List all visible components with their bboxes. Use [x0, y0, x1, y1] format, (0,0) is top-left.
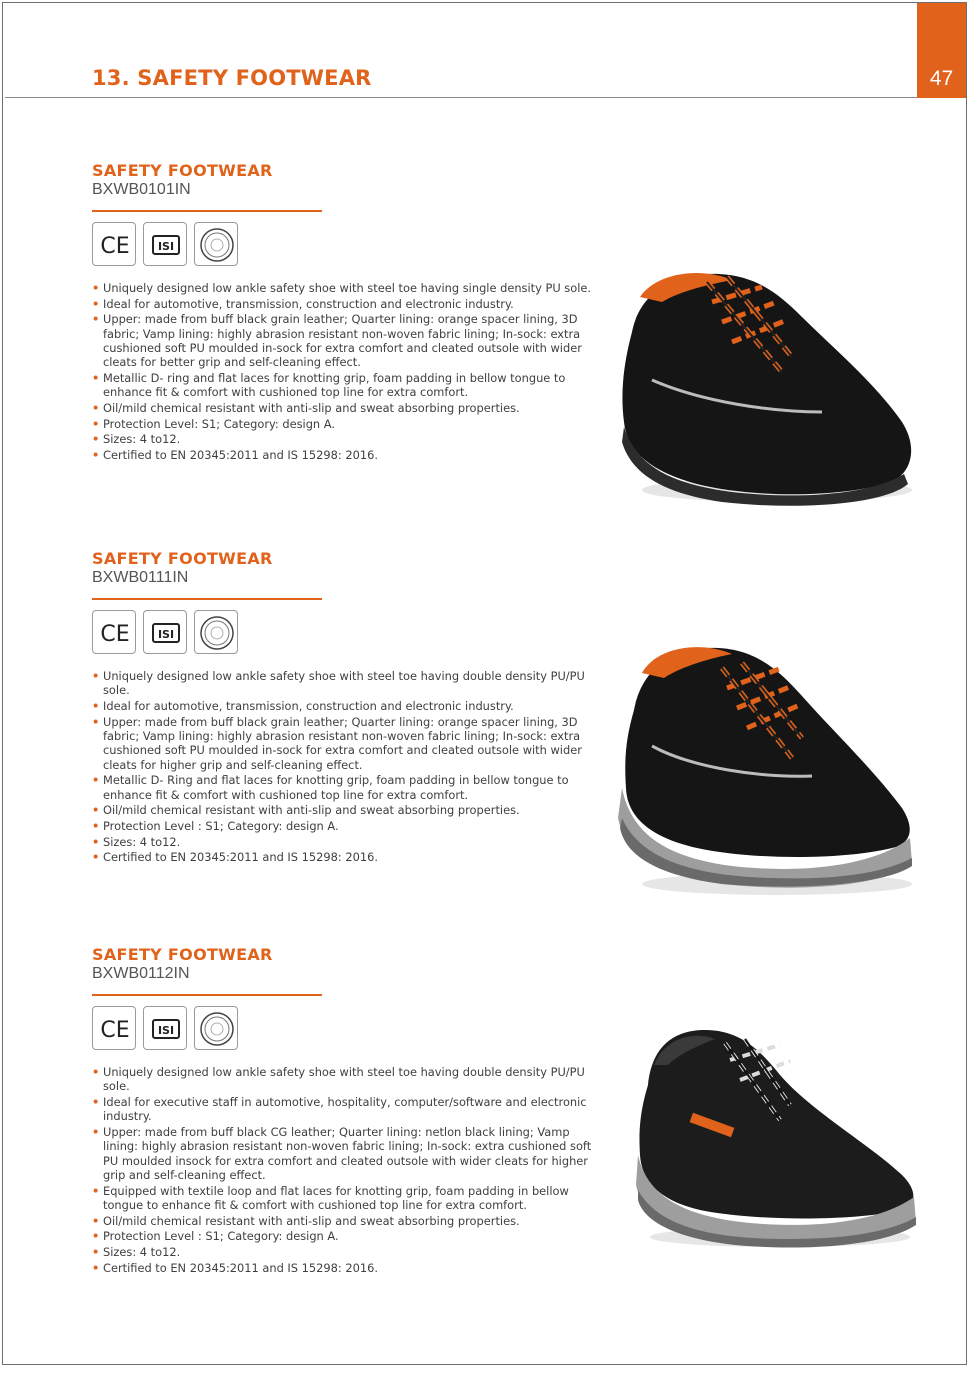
ce-mark-text: CE: [100, 234, 130, 259]
ce-mark-text: CE: [100, 622, 130, 647]
list-item: • Uniquely designed low ankle safety shoe with steel toe having single density PU sole.: [92, 281, 592, 295]
isi-mark-text: ISI: [157, 1024, 175, 1037]
page-number: 47: [929, 67, 954, 90]
header-divider: [5, 97, 917, 98]
chapter-title: 13. SAFETY FOOTWEAR: [92, 66, 372, 90]
list-item: • Protection Level: S1; Category: design A.: [92, 417, 592, 431]
list-item: • Oil/mild chemical resistant with anti-slip and sweat absorbing properties.: [92, 1214, 592, 1228]
list-item: • Ideal for automotive, transmission, construction and electronic industry.: [92, 699, 592, 713]
isi-mark-icon: [143, 610, 187, 654]
list-item: • Ideal for executive staff in automotive, hospitality, computer/software and electronic industry.: [92, 1095, 592, 1124]
list-item: • Sizes: 4 to12.: [92, 432, 592, 446]
product-code: BXWB0112IN: [92, 965, 190, 982]
certification-seal-icon: [194, 610, 238, 654]
list-item: • Uniquely designed low ankle safety shoe with steel toe having double density PU/PU sole.: [92, 1065, 592, 1094]
list-item: • Metallic D- Ring and flat laces for knotting grip, foam padding in bellow tongue to enhance fit & comfort with cushioned top line for extra comfort.: [92, 773, 592, 802]
feature-list: [92, 669, 592, 866]
product-code: BXWB0111IN: [92, 569, 189, 586]
shoe-image: [630, 1025, 922, 1250]
list-item: • Sizes: 4 to12.: [92, 835, 592, 849]
list-item: • Ideal for automotive, transmission, construction and electronic industry.: [92, 297, 592, 311]
product-title: SAFETY FOOTWEAR: [92, 549, 273, 568]
feature-list: [92, 1065, 592, 1276]
shoe-image: [612, 638, 922, 900]
ce-mark-icon: [92, 610, 136, 654]
list-item: • Upper: made from buff black CG leather; Quarter lining: netlon black lining; Vamp lining: highly abrasion resistant non-woven fabric lining; In-sock: extra cushioned soft PU moulded insock for extra comfort and cleated outsole with wider cleats for higher grip and self-cleaning effect.: [92, 1125, 592, 1183]
isi-mark-text: ISI: [157, 628, 175, 641]
section-underline: [92, 210, 322, 212]
isi-mark-icon: [143, 222, 187, 266]
list-item: • Equipped with textile loop and flat laces for knotting grip, foam padding in bellow tongue to enhance fit & comfort with cushioned top line for extra comfort.: [92, 1184, 592, 1213]
list-item: • Certified to EN 20345:2011 and IS 15298: 2016.: [92, 850, 592, 864]
ce-mark-icon: [92, 1006, 136, 1050]
list-item: • Oil/mild chemical resistant with anti-slip and sweat absorbing properties.: [92, 401, 592, 415]
section-underline: [92, 994, 322, 996]
feature-list: [92, 281, 592, 463]
product-title: SAFETY FOOTWEAR: [92, 161, 273, 180]
list-item: • Oil/mild chemical resistant with anti-slip and sweat absorbing properties.: [92, 803, 592, 817]
list-item: • Uniquely designed low ankle safety shoe with steel toe having double density PU/PU sole.: [92, 669, 592, 698]
certification-seal-icon: [194, 1006, 238, 1050]
page-number-tab: [917, 3, 966, 98]
list-item: • Upper: made from buff black grain leather; Quarter lining: orange spacer lining, 3D fabric; Vamp lining: highly abrasion resistant non-woven fabric lining; In-sock: extra cushioned soft PU moulded in-sock for extra comfort and cleated outsole with wider cleats for higher grip and self-cleaning effect.: [92, 715, 592, 773]
list-item: • Certified to EN 20345:2011 and IS 15298: 2016.: [92, 448, 592, 462]
ce-mark-text: CE: [100, 1018, 130, 1043]
isi-mark-text: ISI: [157, 240, 175, 253]
product-code: BXWB0101IN: [92, 181, 191, 198]
shoe-image: [612, 262, 922, 512]
list-item: • Upper: made from buff black grain leather; Quarter lining: orange spacer lining, 3D fabric; Vamp lining: highly abrasion resistant non-woven fabric lining; In-sock: extra cushioned soft PU moulded in-sock for extra comfort and cleated outsole with wider cleats for better grip and self-cleaning effect.: [92, 312, 592, 370]
certification-seal-icon: [194, 222, 238, 266]
ce-mark-icon: [92, 222, 136, 266]
list-item: • Certified to EN 20345:2011 and IS 15298: 2016.: [92, 1261, 592, 1275]
list-item: • Sizes: 4 to12.: [92, 1245, 592, 1259]
list-item: • Metallic D- ring and flat laces for knotting grip, foam padding in bellow tongue to enhance fit & comfort with cushioned top line for extra comfort.: [92, 371, 592, 400]
section-underline: [92, 598, 322, 600]
product-title: SAFETY FOOTWEAR: [92, 945, 273, 964]
list-item: • Protection Level : S1; Category: design A.: [92, 1229, 592, 1243]
isi-mark-icon: [143, 1006, 187, 1050]
list-item: • Protection Level : S1; Category: design A.: [92, 819, 592, 833]
